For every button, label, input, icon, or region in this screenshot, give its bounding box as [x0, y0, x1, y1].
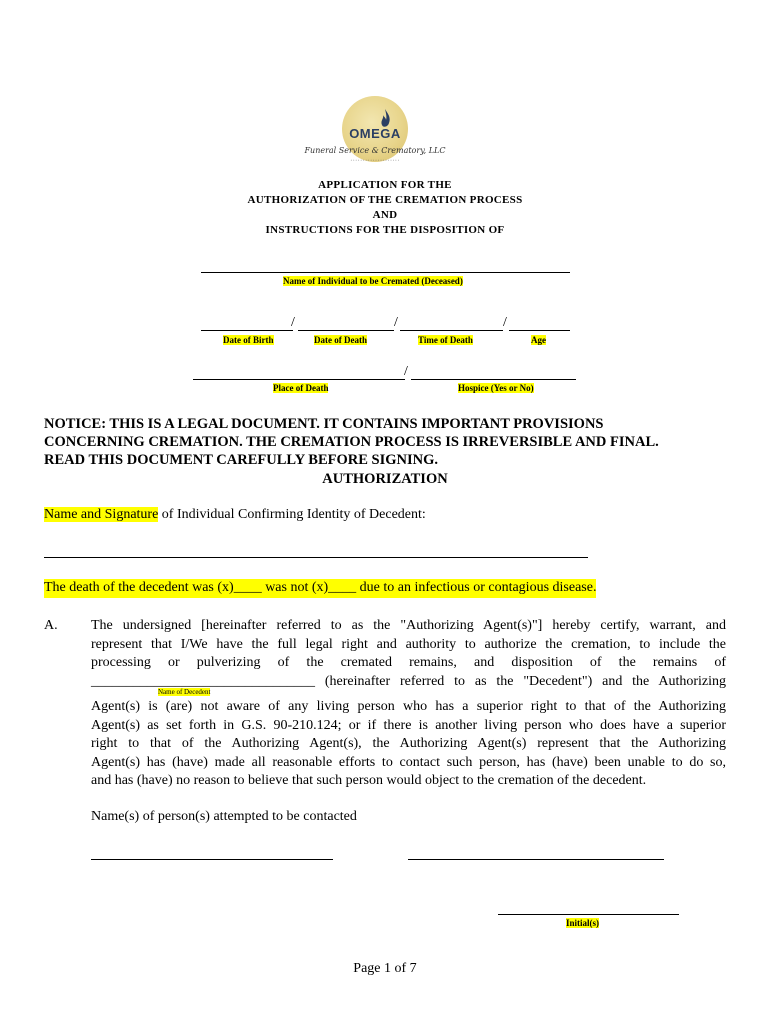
document-heading — [0, 178, 770, 238]
identity-highlight: Name and Signature — [44, 507, 159, 522]
heading-line-3: AND — [372, 209, 398, 221]
section-a-line-9: and has (have) no reason to believe that such person would object to the cremation of the decedent. — [91, 773, 647, 788]
contacted-person-line-1[interactable] — [91, 859, 333, 860]
section-a-letter: A. — [44, 618, 58, 633]
section-a-line-7: right to that of the Authorizing Agent(s), the Authorizing Agent(s) represent that the Authorizing — [91, 736, 726, 751]
hospice-label: Hospice (Yes or No) — [458, 383, 534, 393]
deceased-name-line[interactable] — [201, 272, 570, 273]
time-of-death-label: Time of Death — [418, 335, 473, 345]
date-of-birth-line[interactable] — [201, 330, 293, 331]
time-of-death-line[interactable] — [400, 330, 503, 331]
identity-confirmation-label — [44, 506, 426, 525]
section-a-line-8: Agent(s) has (have) made all reasonable efforts to contact such person, has (have) been unable to do so, — [91, 754, 726, 770]
slash-3: / — [503, 315, 507, 330]
age-line[interactable] — [509, 330, 570, 331]
contacted-person-line-2[interactable] — [408, 859, 664, 860]
logo-brand: OMEGA — [349, 126, 401, 141]
notice-line-1: NOTICE: THIS IS A LEGAL DOCUMENT. IT CONTAINS IMPORTANT PROVISIONS — [44, 416, 604, 432]
date-of-birth-label: Date of Birth — [223, 335, 274, 345]
heading-line-1: APPLICATION FOR THE — [318, 179, 452, 191]
infectious-disease-statement: The death of the decedent was (x)____ was not (x)____ due to an infectious or contagious disease. — [44, 579, 596, 598]
page-number: Page 1 of 7 — [353, 961, 417, 976]
date-of-death-line[interactable] — [298, 330, 394, 331]
section-a-line-6: Agent(s) as set forth in G.S. 90-210.124; or if there is another living person who does have a superior — [91, 717, 726, 733]
heading-line-4: INSTRUCTIONS FOR THE DISPOSITION OF — [265, 224, 505, 236]
section-a-line-2: represent that I/We have the full legal right and authority to authorize the cremation, to include the — [91, 636, 726, 652]
section-a-line-5: Agent(s) is (are) not aware of any living person who has a superior right to that of the Authorizing — [91, 699, 726, 714]
company-logo — [300, 92, 450, 172]
slash-2: / — [394, 315, 398, 330]
section-a-line-1: The undersigned [hereinafter referred to as the "Authorizing Agent(s)"] hereby certify, warrant, and — [91, 618, 726, 633]
notice-line-3: READ THIS DOCUMENT CAREFULLY BEFORE SIGNING. — [44, 452, 438, 468]
place-of-death-label: Place of Death — [273, 383, 329, 393]
logo-tagline: • • • • • • • • • • • • • • • • • • • • — [350, 158, 400, 162]
section-a-paragraph — [91, 617, 726, 691]
date-of-death-label: Date of Death — [314, 335, 367, 345]
legal-notice — [44, 415, 734, 469]
slash-4: / — [404, 364, 408, 379]
identity-rest: of Individual Confirming Identity of Decedent: — [158, 507, 426, 522]
heading-line-2: AUTHORIZATION OF THE CREMATION PROCESS — [247, 194, 523, 206]
slash-1: / — [291, 315, 295, 330]
initials-line[interactable] — [498, 914, 679, 915]
deceased-name-label: Name of Individual to be Cremated (Deceased) — [283, 276, 463, 286]
contacted-persons-label: Name(s) of person(s) attempted to be contacted — [91, 809, 357, 824]
logo-script-text: Funeral Service & Crematory, LLC — [304, 146, 446, 155]
section-a-line-4-rest: (hereinafter referred to as the "Decedent") and the Authorizing — [324, 673, 726, 689]
decedent-name-blank[interactable]: ________________________________ — [91, 673, 315, 689]
identity-signature-line[interactable] — [44, 557, 588, 558]
section-a-line-3: processing or pulverizing of the cremated remains, and disposition of the remains of — [91, 655, 726, 670]
section-a-paragraph-cont — [91, 698, 726, 791]
notice-line-2: CONCERNING CREMATION. THE CREMATION PROCESS IS IRREVERSIBLE AND FINAL. — [44, 434, 659, 450]
place-of-death-line[interactable] — [193, 379, 405, 380]
hospice-line[interactable] — [411, 379, 576, 380]
age-label: Age — [531, 335, 546, 345]
decedent-name-label: Name of Decedent — [158, 688, 211, 696]
authorization-heading: AUTHORIZATION — [322, 471, 448, 487]
initials-label: Initial(s) — [566, 918, 600, 928]
